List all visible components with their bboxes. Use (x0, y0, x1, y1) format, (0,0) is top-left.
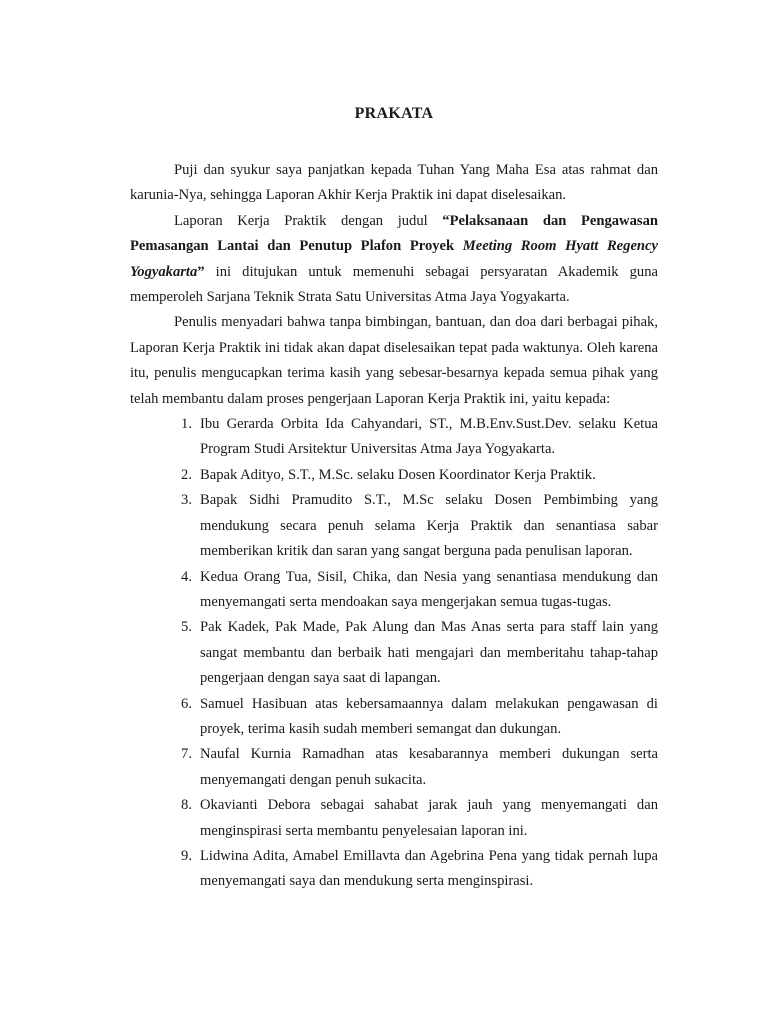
list-item-number: 6. (181, 695, 192, 712)
list-item-number: 7. (181, 746, 192, 763)
list-item (130, 844, 658, 895)
list-item-number: 1. (181, 416, 192, 433)
list-item-text: Samuel Hasibuan atas kebersamaannya dalam melakukan pengawasan di proyek, terima kasih sudah memberi semangat dan dukungan. (200, 695, 658, 737)
list-item-text: Kedua Orang Tua, Sisil, Chika, dan Nesia yang senantiasa mendukung dan menyemangati serta mendoakan saya mengerjakan semua tugas-tugas. (200, 568, 658, 610)
list-item-text: Ibu Gerarda Orbita Ida Cahyandari, ST., M.B.Env.Sust.Dev. selaku Ketua Program Studi Arsitektur Universitas Atma Jaya Yogyakarta. (200, 416, 658, 458)
list-item-number: 5. (181, 619, 192, 636)
list-item-text: Bapak Sidhi Pramudito S.T., M.Sc selaku Dosen Pembimbing yang mendukung secara penuh selama Kerja Praktik dan senantiasa sabar memberikan kritik dan saran yang sangat berguna pada penulisan laporan. (200, 492, 658, 560)
report-title-rest: ini ditujukan untuk memenuhi sebagai persyaratan Akademik guna memperoleh Sarjana Teknik Strata Satu Universitas Atma Jaya Yogyakarta. (130, 263, 658, 306)
list-item-number: 3. (181, 492, 192, 509)
list-item-text: Okavianti Debora sebagai sahabat jarak jauh yang menyemangati dan menginspirasi serta membantu penyelesaian laporan ini. (200, 797, 658, 839)
list-item-text: Lidwina Adita, Amabel Emillavta dan Agebrina Pena yang tidak pernah lupa menyemangati saya dan mendukung serta menginspirasi. (200, 847, 658, 890)
page-title: PRAKATA (354, 105, 434, 122)
list-item-number: 2. (181, 466, 192, 483)
list-item (130, 742, 658, 793)
paragraph-gratitude: Puji dan syukur saya panjatkan kepada Tuhan Yang Maha Esa atas rahmat dan karunia-Nya, sehingga Laporan Akhir Kerja Praktik ini dapat diselesaikan. (130, 162, 658, 204)
report-title-close-quote: ” (197, 263, 205, 280)
list-item (130, 412, 658, 463)
report-title-project-name: Meeting Room Hyatt Regency Yogyakarta (130, 238, 658, 280)
list-item-number: 8. (181, 797, 192, 814)
list-item (130, 463, 658, 488)
report-title-intro: Laporan Kerja Praktik dengan judul (174, 212, 443, 229)
list-item (130, 692, 658, 743)
list-item (130, 488, 658, 564)
paragraph-report-title (130, 209, 658, 311)
list-item (130, 793, 658, 844)
list-item-text: Bapak Adityo, S.T., M.Sc. selaku Dosen Koordinator Kerja Praktik. (200, 466, 596, 483)
list-item (130, 615, 658, 691)
list-item-number: 4. (181, 568, 192, 585)
list-item (130, 565, 658, 616)
acknowledgement-list (130, 412, 658, 895)
list-item-text: Naufal Kurnia Ramadhan atas kesabarannya memberi dukungan serta menyemangati dengan penuh sukacita. (200, 746, 658, 788)
document-body (130, 158, 658, 895)
paragraph-thanks-intro: Penulis menyadari bahwa tanpa bimbingan, bantuan, dan doa dari berbagai pihak, Laporan Kerja Praktik ini tidak akan dapat diselesaikan tepat pada waktunya. Oleh karena itu, penulis mengucapkan terima kasih yang sebesar-besarnya kepada semua pihak yang telah membantu dalam proses pengerjaan Laporan Kerja Praktik ini, yaitu kepada: (130, 314, 658, 407)
report-title-open-quote: “ (442, 212, 450, 229)
list-item-text: Pak Kadek, Pak Made, Pak Alung dan Mas Anas serta para staff lain yang sangat membantu dan berbaik hati mengajari dan memberitahu tahap-tahap pengerjaan dengan saya saat di lapangan. (200, 619, 658, 687)
report-title-bold: Pelaksanaan dan Pengawasan Pemasangan Lantai dan Penutup Plafon Proyek (130, 212, 658, 255)
list-item-number: 9. (181, 847, 192, 864)
